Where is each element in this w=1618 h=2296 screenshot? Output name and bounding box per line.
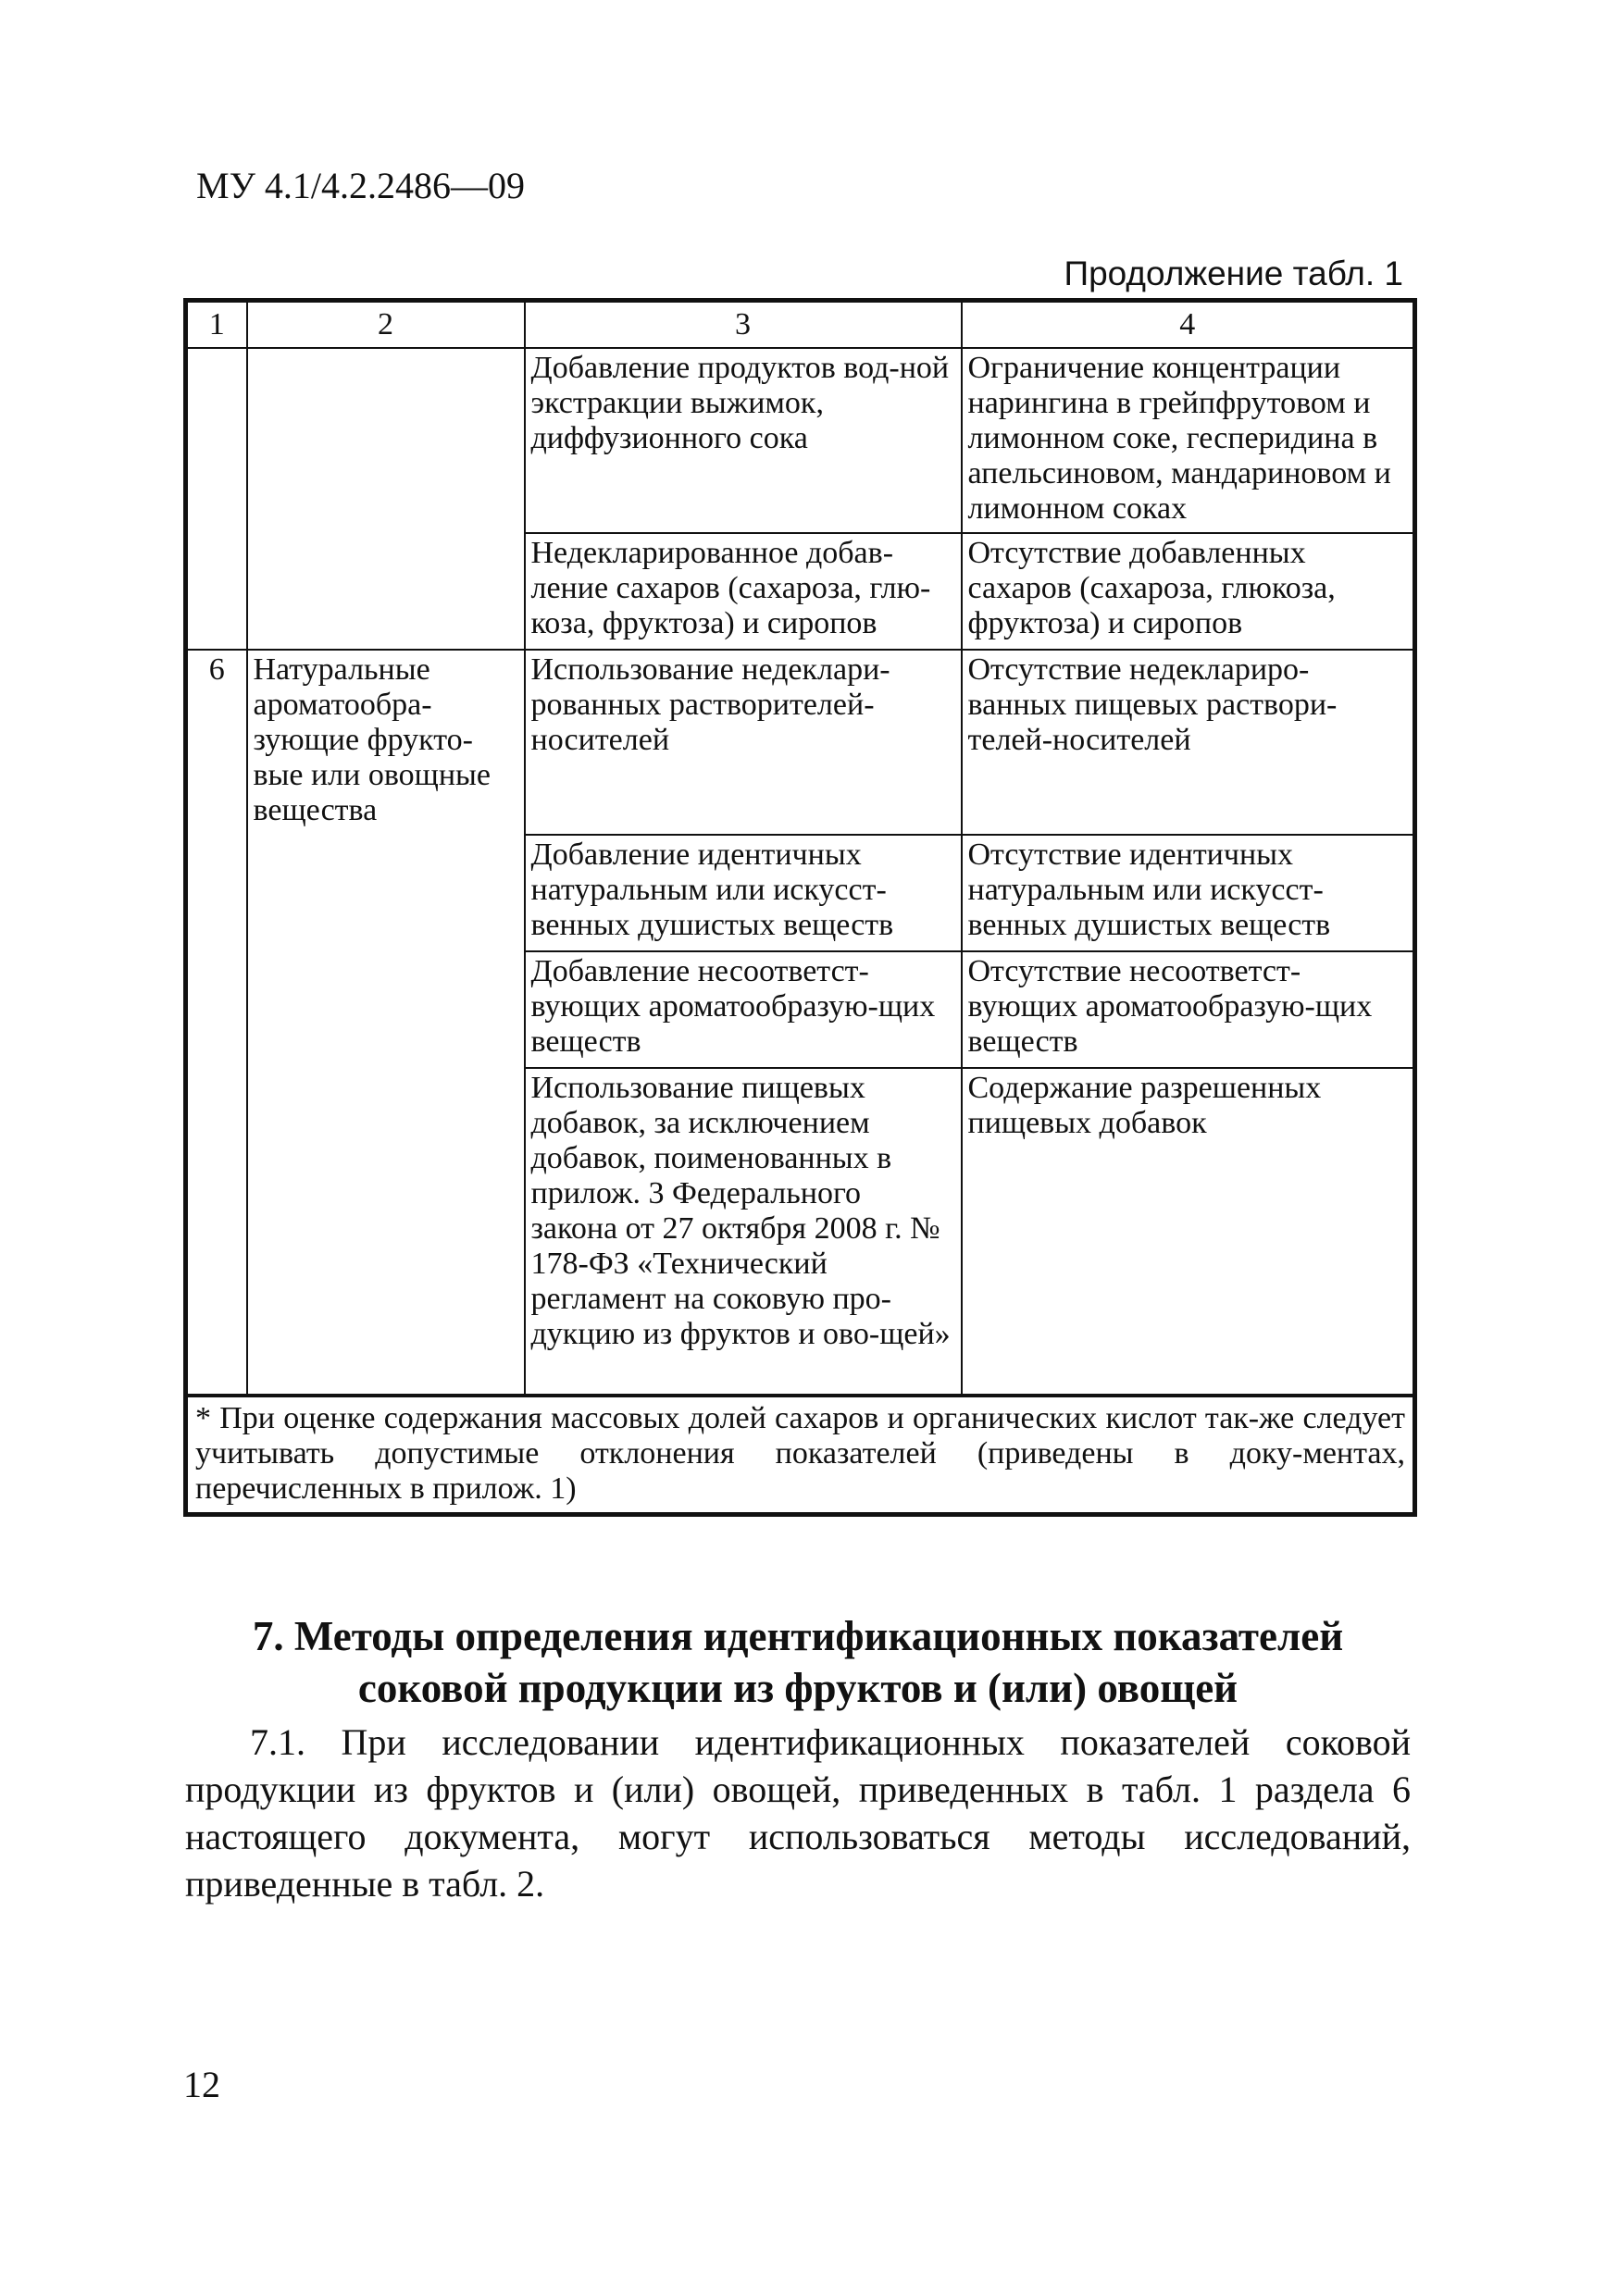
empty-cell	[247, 533, 525, 650]
method-cell: Использование пищевых добавок, за исключением добавок, поименованных в прилож. 3 Федерального закона от 27 октября 2008 г. № 178-ФЗ «Технический регламент на соковую про-дукцию из фруктов и ово-щей»	[525, 1068, 962, 1396]
identification-table	[183, 298, 1417, 1517]
column-header: 2	[247, 301, 525, 349]
method-cell: Добавление идентичных натуральным или искусст-венных душистых веществ	[525, 835, 962, 951]
method-cell: Использование недеклари-рованных растворителей-носителей	[525, 650, 962, 835]
criterion-cell: Отсутствие добавленных сахаров (сахароза, глюкоза, фруктоза) и сиропов	[962, 533, 1415, 650]
method-cell: Добавление продуктов вод-ной экстракции выжимок, диффузионного сока	[525, 348, 962, 533]
empty-cell	[186, 348, 247, 533]
empty-cell	[247, 348, 525, 533]
table-caption: Продолжение табл. 1	[1064, 254, 1403, 292]
group-name-cell: Натуральные ароматообра-зующие фрукто-вые или овощные вещества	[247, 650, 525, 1396]
column-header: 1	[186, 301, 247, 349]
table-header-row	[186, 301, 1415, 349]
column-header: 4	[962, 301, 1415, 349]
section-heading: 7. Методы определения идентификационных показателей соковой продукции из фруктов и (или) овощей	[252, 1613, 1344, 1711]
footnote-row	[186, 1396, 1415, 1515]
criterion-cell: Отсутствие недеклариро-ванных пищевых раствори-телей-носителей	[962, 650, 1415, 835]
criterion-cell: Ограничение концентрации нарингина в грейпфрутовом и лимонном соке, гесперидина в апельсиновом, мандариновом и лимонном соках	[962, 348, 1415, 533]
method-cell: Недекларированное добав-ление сахаров (сахароза, глю-коза, фруктоза) и сиропов	[525, 533, 962, 650]
table-row	[186, 533, 1415, 650]
method-cell: Добавление несоответст-вующих ароматообразую-щих веществ	[525, 951, 962, 1068]
criterion-cell: Отсутствие идентичных натуральным или искусст-венных душистых веществ	[962, 835, 1415, 951]
group-number-cell: 6	[186, 650, 247, 1396]
table-footnote: * При оценке содержания массовых долей сахаров и органических кислот так-же следует учитывать допустимые отклонения показателей (приведены в доку-ментах, перечисленных в прилож. 1)	[186, 1396, 1415, 1515]
criterion-cell: Содержание разрешенных пищевых добавок	[962, 1068, 1415, 1396]
table-row	[186, 650, 1415, 835]
section-paragraph: 7.1. При исследовании идентификационных показателей соковой продукции из фруктов и (или) овощей, приведенных в табл. 1 раздела 6 настоящего документа, могут использоваться методы исследований, приведенные в табл. 2.	[185, 1721, 1411, 1905]
column-header: 3	[525, 301, 962, 349]
criterion-cell: Отсутствие несоответст-вующих ароматообразую-щих веществ	[962, 951, 1415, 1068]
table-row	[186, 348, 1415, 533]
page-number: 12	[183, 2064, 220, 2105]
empty-cell	[186, 533, 247, 650]
document-code: МУ 4.1/4.2.2486—09	[196, 165, 525, 206]
